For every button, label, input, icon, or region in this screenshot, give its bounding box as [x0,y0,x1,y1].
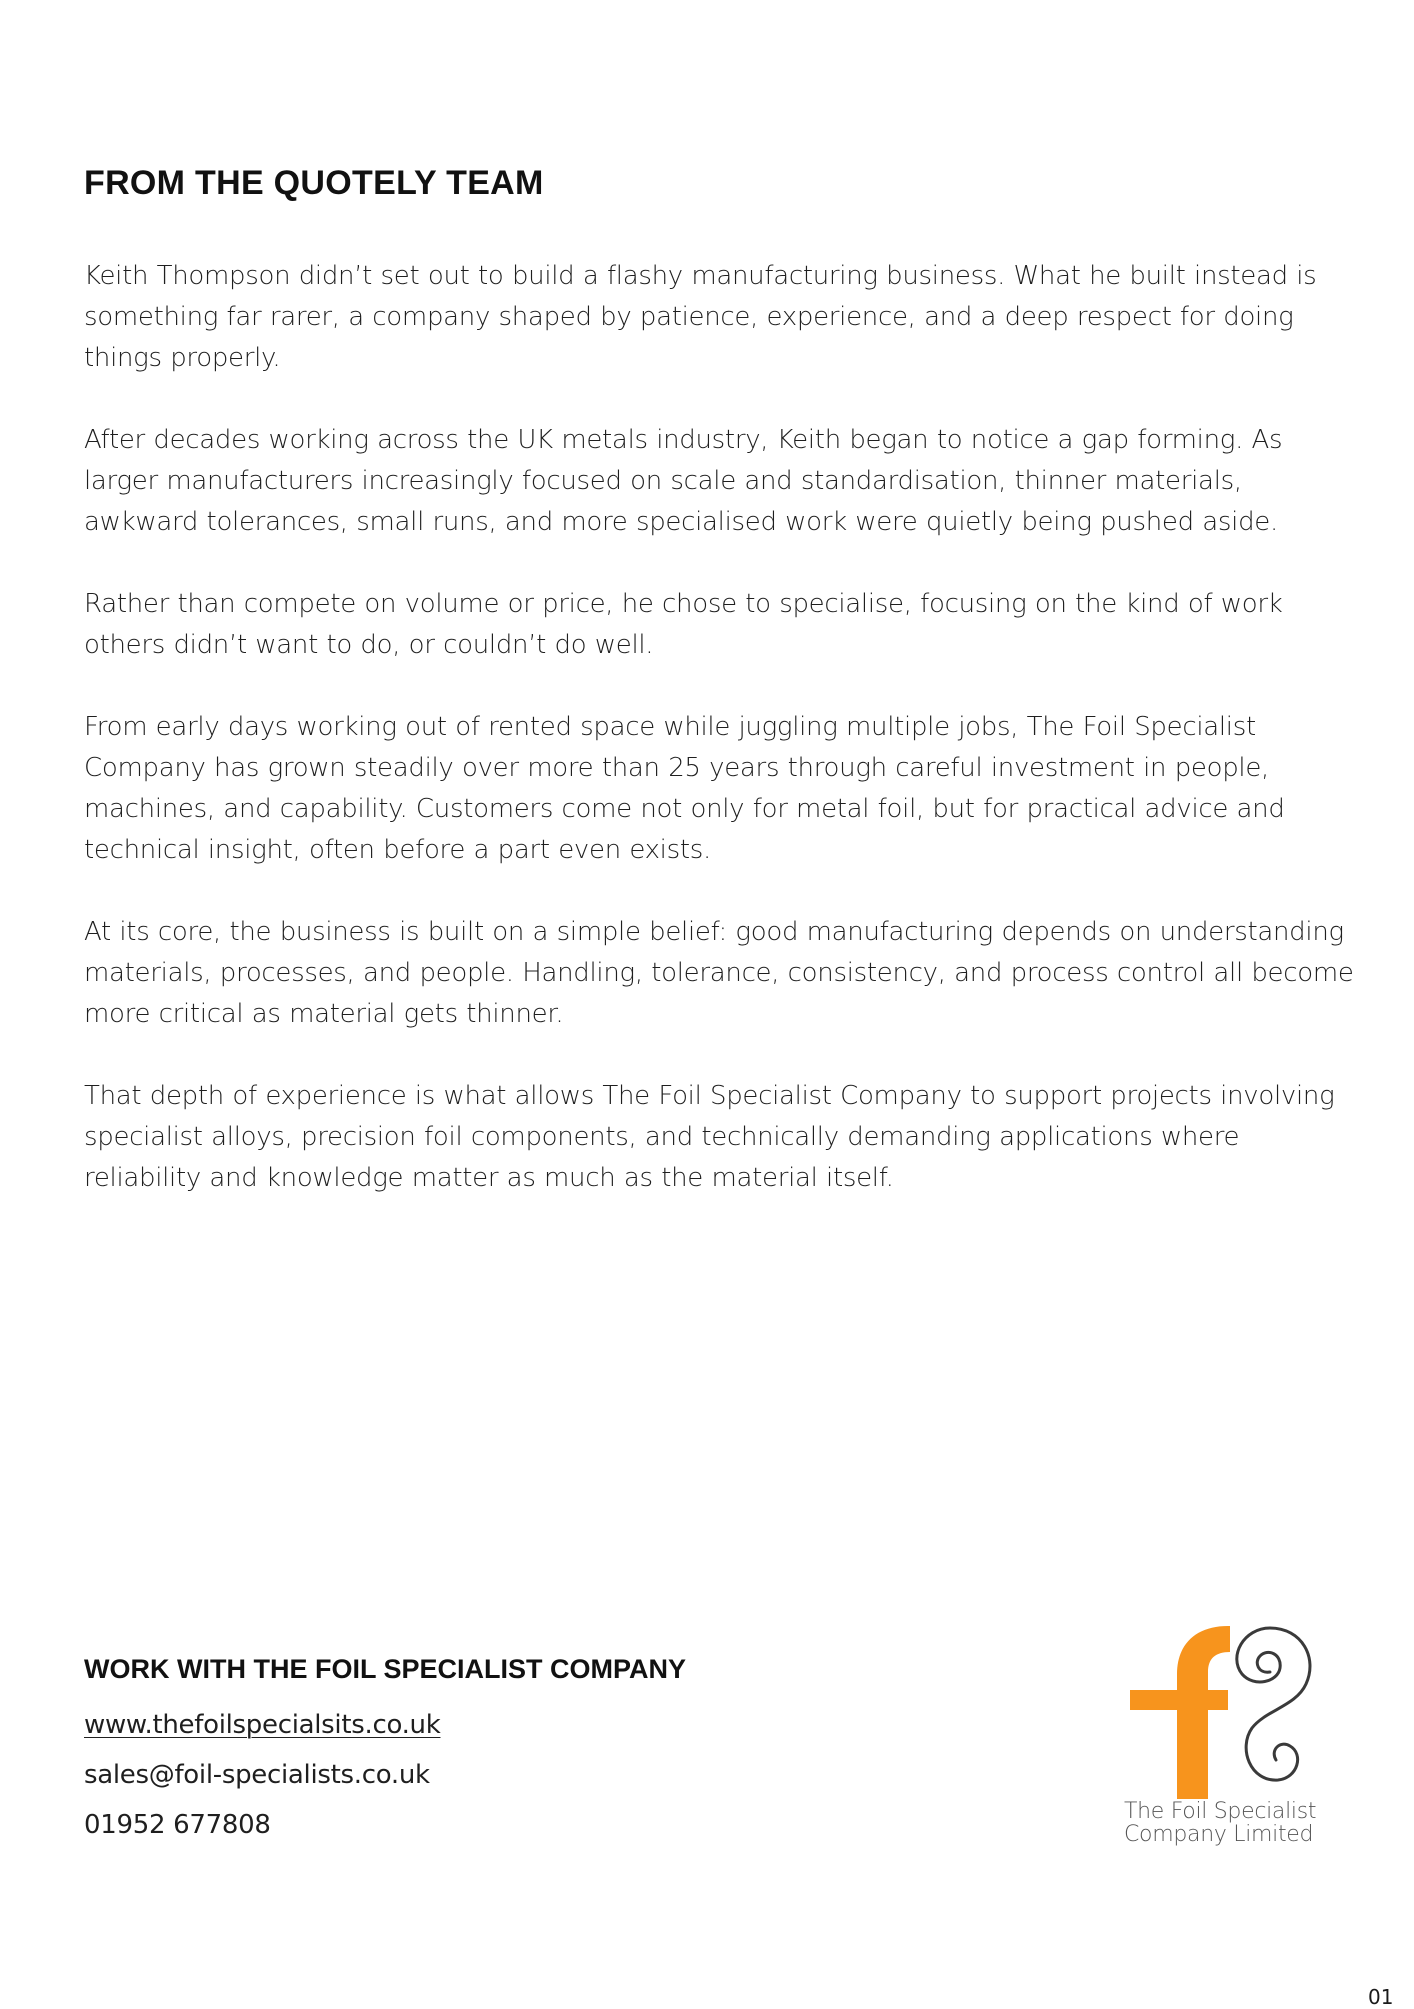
page-title: FROM THE QUOTELY TEAM [84,164,544,202]
logo-caption-line-2: Company Limited [1124,1822,1314,1847]
article-body [84,256,1354,1240]
phone-number: 01952 677808 [84,1810,271,1840]
logo-caption-line-1: The Foil Specialist [1124,1799,1317,1824]
paragraph-6: That depth of experience is what allows The Foil Specialist Company to support projects involving specialist alloys, precision foil components, and technically demanding applications where reliability and knowledge matter as much as the material itself. [84,1081,1335,1193]
contact-heading: WORK WITH THE FOIL SPECIALIST COMPANY [84,1654,686,1684]
paragraph-1: Keith Thompson didn’t set out to build a flashy manufacturing business. What he built instead is something far rarer, a company shaped by patience, experience, and a deep respect for doing things properly. [84,261,1317,373]
paragraph-4: From early days working out of rented space while juggling multiple jobs, The Foil Specialist Company has grown steadily over more than 25 years through careful investment in people, machines, and capability. Customers come not only for metal foil, but for practical advice and technical insight, often before a part even exists. [84,712,1285,865]
paragraph-3: Rather than compete on volume or price, he chose to specialise, focusing on the kind of work others didn’t want to do, or couldn’t do well. [84,589,1283,660]
paragraph-2: After decades working across the UK metals industry, Keith began to notice a gap forming. As larger manufacturers increasingly focused on scale and standardisation, thinner materials, awkward tolerances, small runs, and more specialised work were quietly being pushed aside. [84,425,1283,537]
logo-caption [1124,1800,1316,1846]
contact-block [84,1652,686,1850]
paragraph-5: At its core, the business is built on a simple belief: good manufacturing depends on understanding materials, processes, and people. Handling, tolerance, consistency, and process control all become more critical as material gets thinner. [84,917,1354,1029]
page-number: 01 [1368,1985,1394,2009]
email-address: sales@foil-specialists.co.uk [84,1760,430,1790]
website-link[interactable]: www.thefoilspecialsits.co.uk [84,1710,441,1740]
